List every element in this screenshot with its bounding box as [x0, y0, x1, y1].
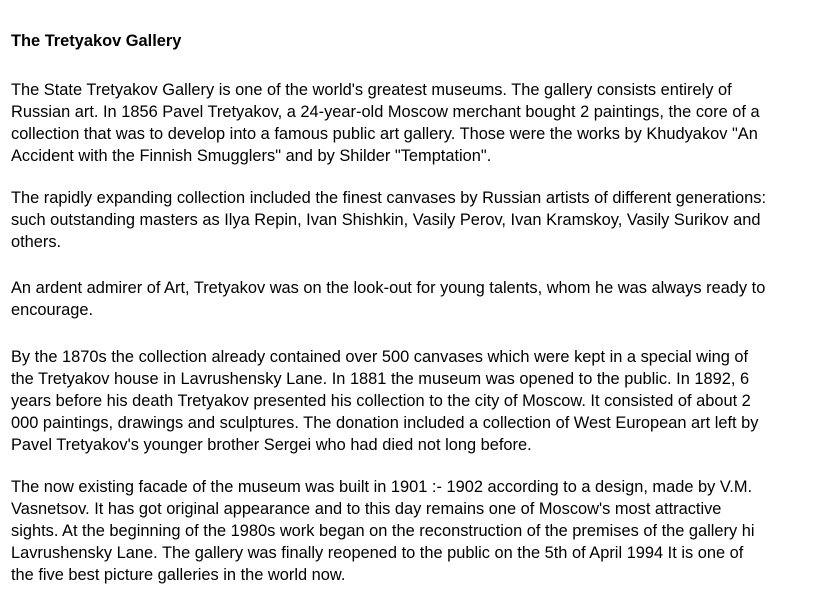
paragraph-line: years before his death Tretyakov presented his collection to the city of Moscow. It consisted of about 2: [11, 392, 751, 410]
document-title: The Tretyakov Gallery: [11, 32, 182, 50]
paragraph-line: Pavel Tretyakov's younger brother Sergei who had died not long before.: [11, 436, 532, 454]
paragraph-line: Lavrushensky Lane. The gallery was finally reopened to the public on the 5th of April 1994 It is one of: [11, 544, 744, 562]
paragraph-line: The State Tretyakov Gallery is one of the world's greatest museums. The gallery consists entirely of: [11, 81, 732, 99]
paragraph-line: encourage.: [11, 301, 94, 319]
paragraph-line: Accident with the Finnish Smugglers" and by Shilder "Temptation".: [11, 147, 492, 165]
paragraph-line: such outstanding masters as Ilya Repin, Ivan Shishkin, Vasily Perov, Ivan Kramskoy, Vasily Surikov and: [11, 211, 761, 229]
paragraph-line: Russian art. In 1856 Pavel Tretyakov, a 24-year-old Moscow merchant bought 2 paintings, the core of a: [11, 103, 760, 121]
paragraph-line: By the 1870s the collection already contained over 500 canvases which were kept in a special wing of: [11, 348, 749, 366]
paragraph-collection: [11, 187, 816, 253]
paragraph-line: An ardent admirer of Art, Tretyakov was on the look-out for young talents, whom he was always ready to: [11, 279, 766, 297]
paragraph-line: the five best picture galleries in the world now.: [11, 566, 346, 584]
paragraph-line: the Tretyakov house in Lavrushensky Lane. In 1881 the museum was opened to the public. In 1892, 6: [11, 370, 750, 388]
paragraph-line: others.: [11, 233, 62, 251]
paragraph-line: sights. At the beginning of the 1980s work began on the reconstruction of the premises of the gallery hi: [11, 522, 755, 540]
paragraph-line: 000 paintings, drawings and sculptures. The donation included a collection of West European art left by: [11, 414, 759, 432]
paragraph-line: collection that was to develop into a famous public art gallery. Those were the works by Khudyakov "An: [11, 125, 758, 143]
paragraph-facade: [11, 476, 816, 586]
paragraph-admirer: [11, 277, 816, 321]
paragraph-line: The now existing facade of the museum was built in 1901 :- 1902 according to a design, made by V.M.: [11, 478, 753, 496]
paragraph-line: The rapidly expanding collection included the finest canvases by Russian artists of different generations:: [11, 189, 767, 207]
paragraph-founding: [11, 79, 816, 167]
paragraph-line: Vasnetsov. It has got original appearance and to this day remains one of Moscow's most attractive: [11, 500, 722, 518]
paragraph-donation: [11, 346, 816, 456]
